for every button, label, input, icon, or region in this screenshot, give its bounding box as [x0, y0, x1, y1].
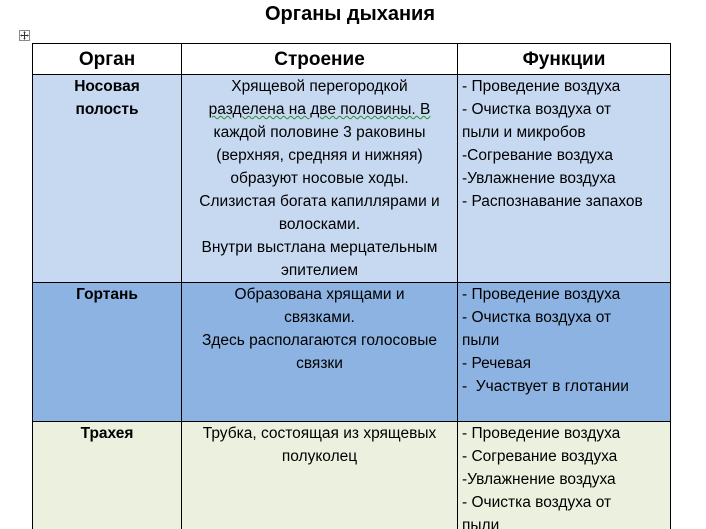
header-functions: Функции [458, 44, 671, 75]
table-header-row [33, 44, 671, 75]
organs-table [32, 43, 671, 529]
functions-cell [458, 75, 671, 283]
structure-line: (верхняя, средняя и нижняя) [216, 147, 423, 164]
table-row [33, 75, 671, 283]
structure-cell [182, 75, 458, 283]
function-item: -Увлажнение воздуха [462, 170, 616, 187]
function-item: - Речевая [462, 355, 532, 372]
table-row [33, 283, 671, 422]
structure-cell [182, 422, 458, 529]
structure-line: Хрящевой перегородкой [231, 78, 408, 95]
organ-name-line: Гортань [76, 286, 138, 303]
structure-line: Образована хрящами и [234, 286, 405, 303]
structure-line: эпителием [281, 262, 358, 279]
function-item: - Проведение воздуха [462, 425, 621, 442]
header-structure: Строение [182, 44, 458, 75]
structure-line: Здесь располагаются голосовые [201, 332, 438, 349]
function-item: пыли и микробов [462, 124, 586, 141]
table-row [33, 422, 671, 529]
structure-line: разделена на две половины. В [208, 101, 431, 118]
function-item: пыли [462, 332, 500, 349]
function-item: - Проведение воздуха [462, 286, 621, 303]
functions-cell [458, 283, 671, 422]
function-item: - Очистка воздуха от [462, 101, 612, 118]
function-item: - Очистка воздуха от [462, 494, 612, 511]
organ-name-line: полость [75, 101, 139, 118]
move-arrows-icon[interactable] [19, 30, 30, 41]
function-item: -Согревание воздуха [462, 147, 613, 164]
function-item: - Участвует в глотании [462, 378, 629, 395]
structure-line: связки [296, 355, 343, 372]
organ-name-line: Трахея [80, 425, 134, 442]
function-item: - Согревание воздуха [462, 448, 618, 465]
structure-line: Слизистая богата капиллярами и [199, 193, 440, 210]
function-item: - Очистка воздуха от [462, 309, 612, 326]
structure-line: полуколец [281, 448, 358, 465]
function-item: - Проведение воздуха [462, 78, 621, 95]
function-item: пыли [462, 517, 500, 529]
structure-line: волосками. [278, 216, 361, 233]
organ-cell [33, 75, 182, 283]
structure-line: связками. [284, 309, 355, 326]
functions-cell [458, 422, 671, 529]
function-item: -Увлажнение воздуха [462, 471, 616, 488]
header-organ: Орган [33, 44, 182, 75]
structure-line: Внутри выстлана мерцательным [201, 239, 438, 256]
document-title: Органы дыхания [264, 3, 435, 25]
organ-name-line: Носовая [74, 78, 140, 95]
organ-cell [33, 422, 182, 529]
structure-cell [182, 283, 458, 422]
structure-line: каждой половине 3 раковины [213, 124, 426, 141]
structure-line: образуют носовые ходы. [230, 170, 409, 187]
function-item: - Распознавание запахов [462, 193, 643, 210]
organ-cell [33, 283, 182, 422]
structure-line: Трубка, состоящая из хрящевых [202, 425, 437, 442]
